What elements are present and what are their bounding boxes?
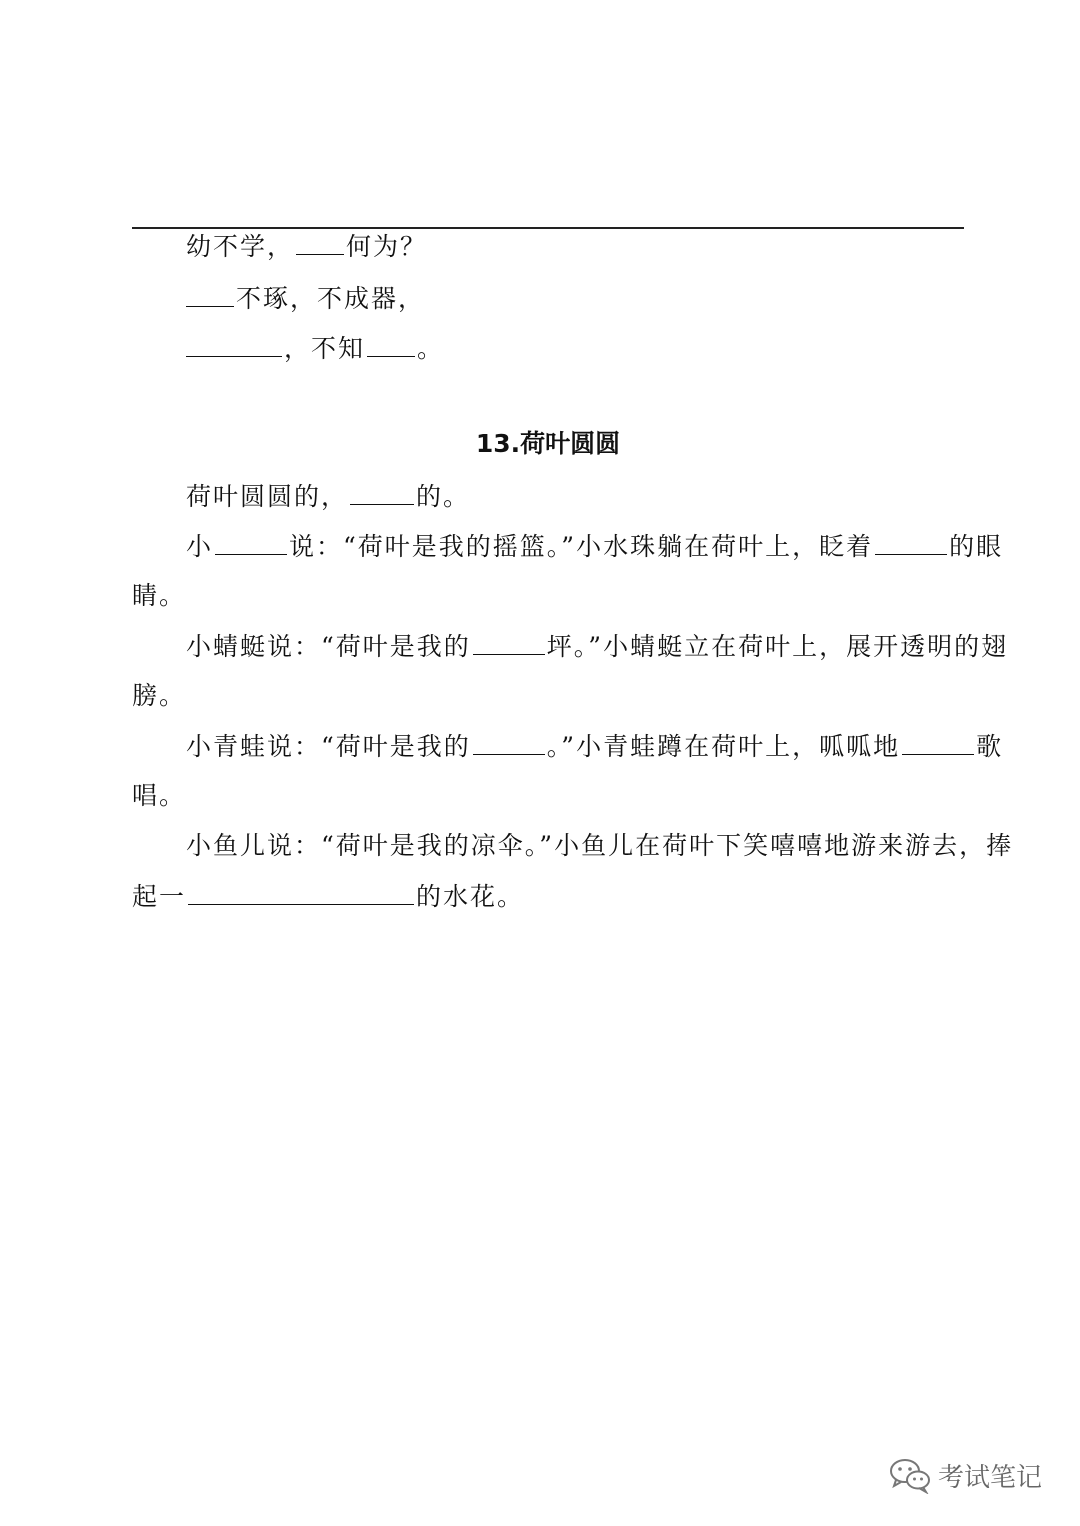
paragraph-text: 膀。: [132, 681, 187, 710]
fill-blank[interactable]: [875, 528, 947, 555]
paragraph-text: 小鱼儿说：“荷叶是我的凉伞。”小鱼儿在荷叶下笑嘻嘻地游来游去，捧: [186, 831, 1014, 860]
fill-blank[interactable]: [296, 228, 344, 255]
fill-blank[interactable]: [188, 878, 414, 905]
verse-text: 。: [417, 334, 445, 363]
paragraph-text: 的水花。: [416, 882, 525, 911]
verse-text: 幼不学，: [186, 232, 295, 261]
verse-text: 何为？: [346, 232, 428, 261]
paragraph-text: 的眼: [949, 532, 1004, 561]
paragraph-text: 小: [186, 532, 214, 561]
verse-line-3: [132, 330, 964, 367]
fill-blank[interactable]: [350, 478, 414, 505]
fill-blank[interactable]: [473, 628, 545, 655]
paragraph-2: [132, 528, 1004, 565]
paragraph-1: [132, 478, 964, 515]
paragraph-text: 小青蛙说：“荷叶是我的: [186, 732, 471, 761]
verse-text: 不琢，不成器，: [236, 284, 426, 313]
paragraph-3-cont: [132, 678, 964, 714]
paragraph-4: [132, 728, 1004, 765]
paragraph-3: [132, 628, 1009, 665]
verse-line-2: [132, 280, 964, 317]
paragraph-text: 起一: [132, 882, 187, 911]
fill-blank[interactable]: [186, 280, 234, 307]
paragraph-text: 的。: [416, 482, 471, 511]
paragraph-text: 唱。: [132, 781, 187, 810]
paragraph-5-cont: [132, 878, 964, 915]
paragraph-4-cont: [132, 778, 964, 814]
paragraph-text: 荷叶圆圆的，: [186, 482, 349, 511]
paragraph-text: 。”小青蛙蹲在荷叶上，呱呱地: [546, 732, 901, 761]
paragraph-5: [132, 828, 1014, 864]
paragraph-2-cont: [132, 578, 964, 614]
watermark-text: 考试笔记: [938, 1462, 1043, 1493]
paragraph-text: 睛。: [132, 581, 187, 610]
watermark: [888, 1453, 1042, 1497]
fill-blank[interactable]: [902, 728, 974, 755]
fill-blank[interactable]: [367, 330, 415, 357]
paragraph-text: 歌: [976, 732, 1004, 761]
paragraph-text: 小蜻蜓说：“荷叶是我的: [186, 632, 471, 661]
paragraph-text: 说：“荷叶是我的摇篮。”小水珠躺在荷叶上，眨着: [289, 532, 874, 561]
wechat-icon: [888, 1456, 932, 1494]
paragraph-text: 坪。”小蜻蜓立在荷叶上，展开透明的翅: [546, 632, 1009, 661]
fill-blank[interactable]: [186, 330, 282, 357]
verse-line-1: [132, 228, 964, 265]
lesson-title: 13.荷叶圆圆: [475, 429, 621, 458]
fill-blank[interactable]: [473, 728, 545, 755]
verse-text: ，不知: [284, 334, 366, 363]
fill-blank[interactable]: [215, 528, 287, 555]
